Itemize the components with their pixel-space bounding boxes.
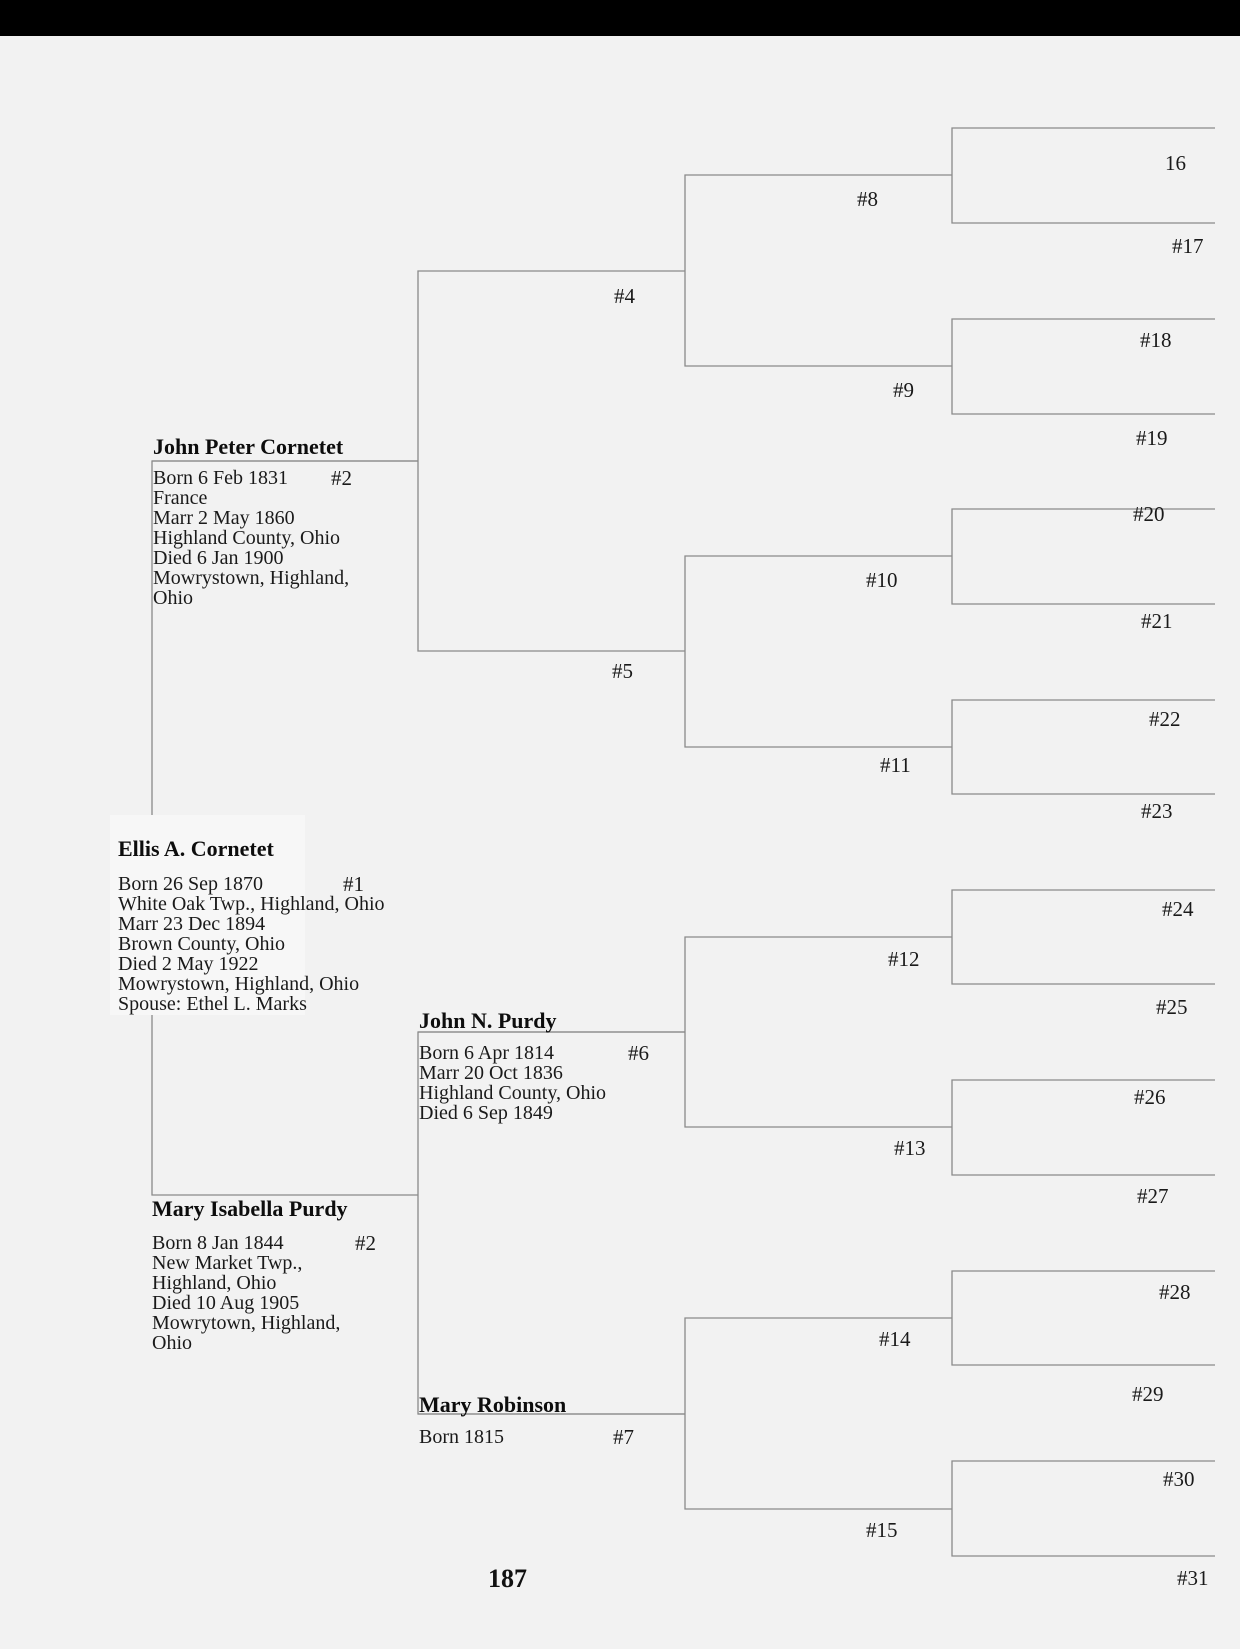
ancestor-label-12: #12 [888, 947, 920, 971]
person-6-name: John N. Purdy [419, 1008, 557, 1033]
person-6-details: Born 6 Apr 1814 Marr 20 Oct 1836 Highland County, Ohio Died 6 Sep 1849 [419, 1042, 607, 1124]
person-7-details: Born 1815 [419, 1426, 504, 1448]
ancestor-label-26: #26 [1134, 1085, 1166, 1109]
bracket-7 [685, 1318, 952, 1509]
ancestor-label-11: #11 [880, 753, 911, 777]
ancestor-label-10: #10 [866, 568, 898, 592]
ancestor-label-18: #18 [1140, 328, 1172, 352]
page-number: 187 [488, 1564, 527, 1593]
ancestor-label-28: #28 [1159, 1280, 1191, 1304]
person-2-number: #2 [331, 466, 352, 490]
ancestor-label-22: #22 [1149, 707, 1181, 731]
ancestor-label-14: #14 [879, 1327, 911, 1351]
ancestor-label-19: #19 [1136, 426, 1168, 450]
ancestor-label-17: #17 [1172, 234, 1204, 258]
bracket-8 [952, 128, 1215, 223]
ancestor-label-31: #31 [1177, 1566, 1209, 1590]
bracket-9 [952, 319, 1215, 414]
person-3-name: Mary Isabella Purdy [152, 1196, 348, 1221]
ancestor-label-23: #23 [1141, 799, 1173, 823]
ancestor-label-20: #20 [1133, 502, 1165, 526]
person-1-number: #1 [343, 872, 364, 896]
ancestor-label-4: #4 [614, 284, 635, 308]
ancestor-label-8: #8 [857, 187, 878, 211]
bracket-10 [952, 509, 1215, 604]
person-6-number: #6 [628, 1041, 649, 1065]
ancestor-label-27: #27 [1137, 1184, 1169, 1208]
person-2-details: Born 6 Feb 1831 France Marr 2 May 1860 Highland County, Ohio Died 6 Jan 1900 Mowrystown, Highland, Ohio [153, 467, 350, 609]
ancestor-label-16: 16 [1165, 151, 1186, 175]
ancestor-label-9: #9 [893, 378, 914, 402]
bracket-4 [685, 175, 952, 366]
ancestor-label-15: #15 [866, 1518, 898, 1542]
ancestor-label-13: #13 [894, 1136, 926, 1160]
bracket-13 [952, 1080, 1215, 1175]
person-1-details: Born 26 Sep 1870 White Oak Twp., Highland, Ohio Marr 23 Dec 1894 Brown County, Ohio Died 2 May 1922 Mowrystown, Highland, Ohio Spouse: Ethel L. Marks [118, 873, 385, 1015]
person-3-details: Born 8 Jan 1844 New Market Twp., Highland, Ohio Died 10 Aug 1905 Mowrytown, Highland, Ohio [152, 1232, 341, 1354]
ancestor-label-29: #29 [1132, 1382, 1164, 1406]
person-2-name: John Peter Cornetet [153, 434, 344, 459]
person-3-number: #2 [355, 1231, 376, 1255]
bracket-2 [418, 271, 685, 651]
ancestor-label-5: #5 [612, 659, 633, 683]
person-7-number: #7 [613, 1425, 634, 1449]
ancestor-label-24: #24 [1162, 897, 1194, 921]
ancestor-label-21: #21 [1141, 609, 1173, 633]
ancestor-label-30: #30 [1163, 1467, 1195, 1491]
person-7-name: Mary Robinson [419, 1392, 567, 1417]
ancestor-label-25: #25 [1156, 995, 1188, 1019]
person-1-name: Ellis A. Cornetet [118, 836, 274, 861]
bracket-5 [685, 556, 952, 747]
